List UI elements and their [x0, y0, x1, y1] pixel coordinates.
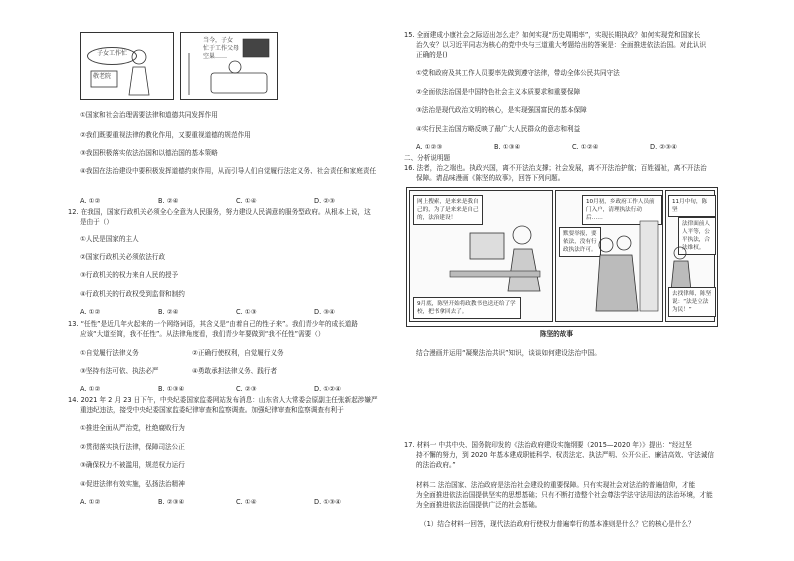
q11-option-4: ④我国在法治建设中要积极发挥道德约束作用，从而引导人们自觉履行法定义务、社会责任和家庭责任	[80, 167, 377, 175]
elderly-woman-icon	[81, 33, 173, 99]
q17-material2-line2: 为全面推进依法治国提供坚实的思想基础；只有不断打造整个社会尊法学法守法用法的法治环境，才能	[416, 491, 713, 499]
q14-stem-line2: 重违纪违法，接受中央纪委国家监委纪律审查和监察调查。加强纪律审查和监察调查有利于	[80, 406, 344, 414]
q11-answer-a: A. ①②	[80, 197, 101, 205]
q16-question: 结合漫画并运用“凝聚法治共识”知识，谈谈如何建设法治中国。	[416, 349, 601, 357]
q12-option-2: ②国家行政机关必须依法行政	[80, 253, 166, 261]
q15-answer-b: B. ①③④	[494, 143, 521, 151]
comic-panel1-top: 网上搜索，是来来是我自己的，为了是来来是自己的，法治建设！	[413, 195, 483, 225]
comic-panel2-left: 默要举报，要依法，没有行政执法许可。	[559, 227, 601, 257]
q13-stem-line2: 应该“大道至简，我不任性”。从法律角度看，我们青少年要做到“我不任性”需要（）	[80, 330, 325, 338]
q13-answer-b: B. ①③④	[158, 385, 185, 393]
q16-stem-line2: 保障。请品味漫画《陈坚的故事》，回答下列问题。	[416, 174, 565, 182]
comic-panel3-top: 11月中旬，陈坚	[668, 195, 716, 217]
q15-stem-line3: 正确的是()	[416, 51, 448, 59]
q13-option-3: ③坚持有法可依、执法必严	[80, 367, 159, 375]
comic-caption: 陈坚的故事	[540, 330, 573, 338]
q11-answer-c: C. ①④	[236, 197, 257, 205]
comic-panel-1	[409, 190, 553, 322]
q12-option-3: ③行政机关的权力来自人民的授予	[80, 271, 179, 279]
q15-option-2: ②全面依法治国是中国特色社会主义本质要求和重要保障	[416, 88, 581, 96]
q14-stem-line1: 14. 2021 年 2 月 23 日下午，中央纪委国家监委网站发布消息：山东省人大常委会原副主任张新起涉嫌严	[68, 396, 378, 404]
q11-answer-b: B. ②④	[158, 197, 179, 205]
officials-group-icon	[556, 191, 662, 321]
q14-answer-c: C. ①④	[236, 498, 257, 506]
comic-panel-2	[555, 190, 663, 322]
speech-line-1: 当今，子女	[203, 37, 234, 44]
q17-line2: 持不懈的努力，到 2020 年基本建成职能科学、权责法定、执法严明、公开公正、廉洁高效、守法诚信	[416, 451, 714, 459]
comic-panel3-right: 法律面前人人平等，公平执法，合法维权。	[678, 217, 716, 255]
q12-answer-a: A. ①②	[80, 308, 101, 316]
q11-option-1: ①国家和社会治理需要法律和道德共同发挥作用	[80, 111, 218, 119]
q13-option-4: ④勇敢承担法律义务、践行者	[192, 367, 278, 375]
q13-option-2: ②正确行使权利，自觉履行义务	[192, 349, 284, 357]
q14-option-3: ③确保权力不被滥用，规范权力运行	[80, 461, 185, 469]
q15-stem-line2: 治久安？以习近平同志为核心的党中央与三道重大考题给出的答案是：全面推进依法治国。对此认识	[416, 41, 707, 49]
comic-panel2-top: 10月初，乡政府工作人员前门入户，清理执法行动后……	[582, 195, 662, 225]
q11-option-2: ②我们既要重视法律的教化作用，又要重视道德的规范作用	[80, 131, 251, 139]
speech-line-2: 忙于工作父母	[203, 45, 240, 52]
speech-line-3: 空巢……	[203, 53, 228, 60]
q12-option-4: ④行政机关的行政权受到监督和制约	[80, 290, 185, 298]
comic-panel-3	[665, 190, 715, 322]
q14-answer-a: A. ①②	[80, 498, 101, 506]
q14-option-1: ①推进全面从严治党，杜绝腐败行为	[80, 424, 185, 432]
q12-stem-line1: 12. 在我国，国家行政机关必须全心全意为人民服务，努力建设人民满意的服务型政府。从根本上说，这	[68, 208, 371, 216]
q17-material2-line1: 材料二 法治国家、法治政府是法治社会建设的重要保障。只有实现社会对法治的普遍信仰，才能	[416, 481, 696, 489]
q13-answer-c: C. ②③	[236, 385, 257, 393]
q17-sub1: （1）结合材料一回答，现代法治政府行使权力普遍奉行的基本准则是什么？它的核心是什么？	[420, 520, 695, 528]
q11-option-3: ③我国积极落实依法治国和以德治国的基本策略	[80, 149, 218, 157]
q14-option-4: ④促进法律有效实施，弘扬法治精神	[80, 480, 185, 488]
q17-line3: 的法治政府。”	[416, 461, 456, 469]
q14-answer-d: D. ①③④	[314, 498, 342, 506]
q15-option-1: ①党和政府及其工作人员要率先做到遵守法律，带动全体公民共同守法	[416, 69, 620, 77]
comic-panel3-bottom: 去找律师，陈坚说：“法是立法为民！”	[668, 287, 716, 317]
q15-option-4: ④实行民主治国方略反映了最广大人民群众的意志和利益	[416, 125, 581, 133]
q15-option-3: ③法治是现代政治文明的核心，是实现强国富民的基本保障	[416, 106, 587, 114]
q17-line1: 17. 材料一 中共中央、国务院印发的《法治政府建设实施纲要（2015—2020 年）》提出：“经过坚	[404, 441, 692, 449]
q12-stem-line2: 是由于（）	[80, 218, 113, 226]
cartoon-panel-right	[180, 32, 278, 100]
q15-answer-a: A. ①②③	[416, 143, 443, 151]
q13-option-1: ①自觉履行法律义务	[80, 349, 139, 357]
cartoon-panel-left	[80, 32, 174, 100]
q13-stem-line1: 13. “任性”是近几年火起来的一个网络词语，其含义是“由着自己的性子来”。我们青少年的成长道路	[68, 320, 358, 328]
q14-answer-b: B. ②③④	[158, 498, 185, 506]
q12-option-1: ①人民是国家的主人	[80, 235, 139, 243]
q15-stem-line1: 15. 全面建成小康社会之际迈出怎么走？如何实现“历史周期率”，实现长期执政？如何实现党和国家长	[404, 31, 701, 39]
q13-answer-d: D. ①②④	[314, 385, 342, 393]
elderly-man-sofa-icon	[181, 33, 277, 99]
q15-answer-c: C. ①②④	[572, 143, 599, 151]
q16-stem-line1: 16. 法者，治之端也。执政兴国，离不开法治支撑；社会发展，离不开法治护航；百姓福祉，离不开法治	[404, 164, 707, 172]
q12-answer-c: C. ①③	[236, 308, 257, 316]
q14-option-2: ②贯彻落实执行法律，保障司法公正	[80, 443, 185, 451]
q11-answer-d: D. ②③	[314, 197, 336, 205]
q13-answer-a: A. ①②	[80, 385, 101, 393]
q17-material2-line3: 为全面推进依法治国提供广泛的社会基础。	[416, 501, 542, 509]
section-title: 二、分析说明题	[404, 154, 451, 162]
comic-strip	[406, 187, 718, 327]
bench-label: 敬老院	[93, 73, 112, 80]
q15-answer-d: D. ②③④	[650, 143, 678, 151]
q12-answer-b: B. ②④	[158, 308, 179, 316]
speech-text: 子女工作忙	[96, 50, 127, 57]
comic-panel1-bottom: 9月底，陈坚开始将政教书也送还给了学校，把书拿回去了。	[413, 297, 521, 319]
q12-answer-d: D. ③④	[314, 308, 336, 316]
